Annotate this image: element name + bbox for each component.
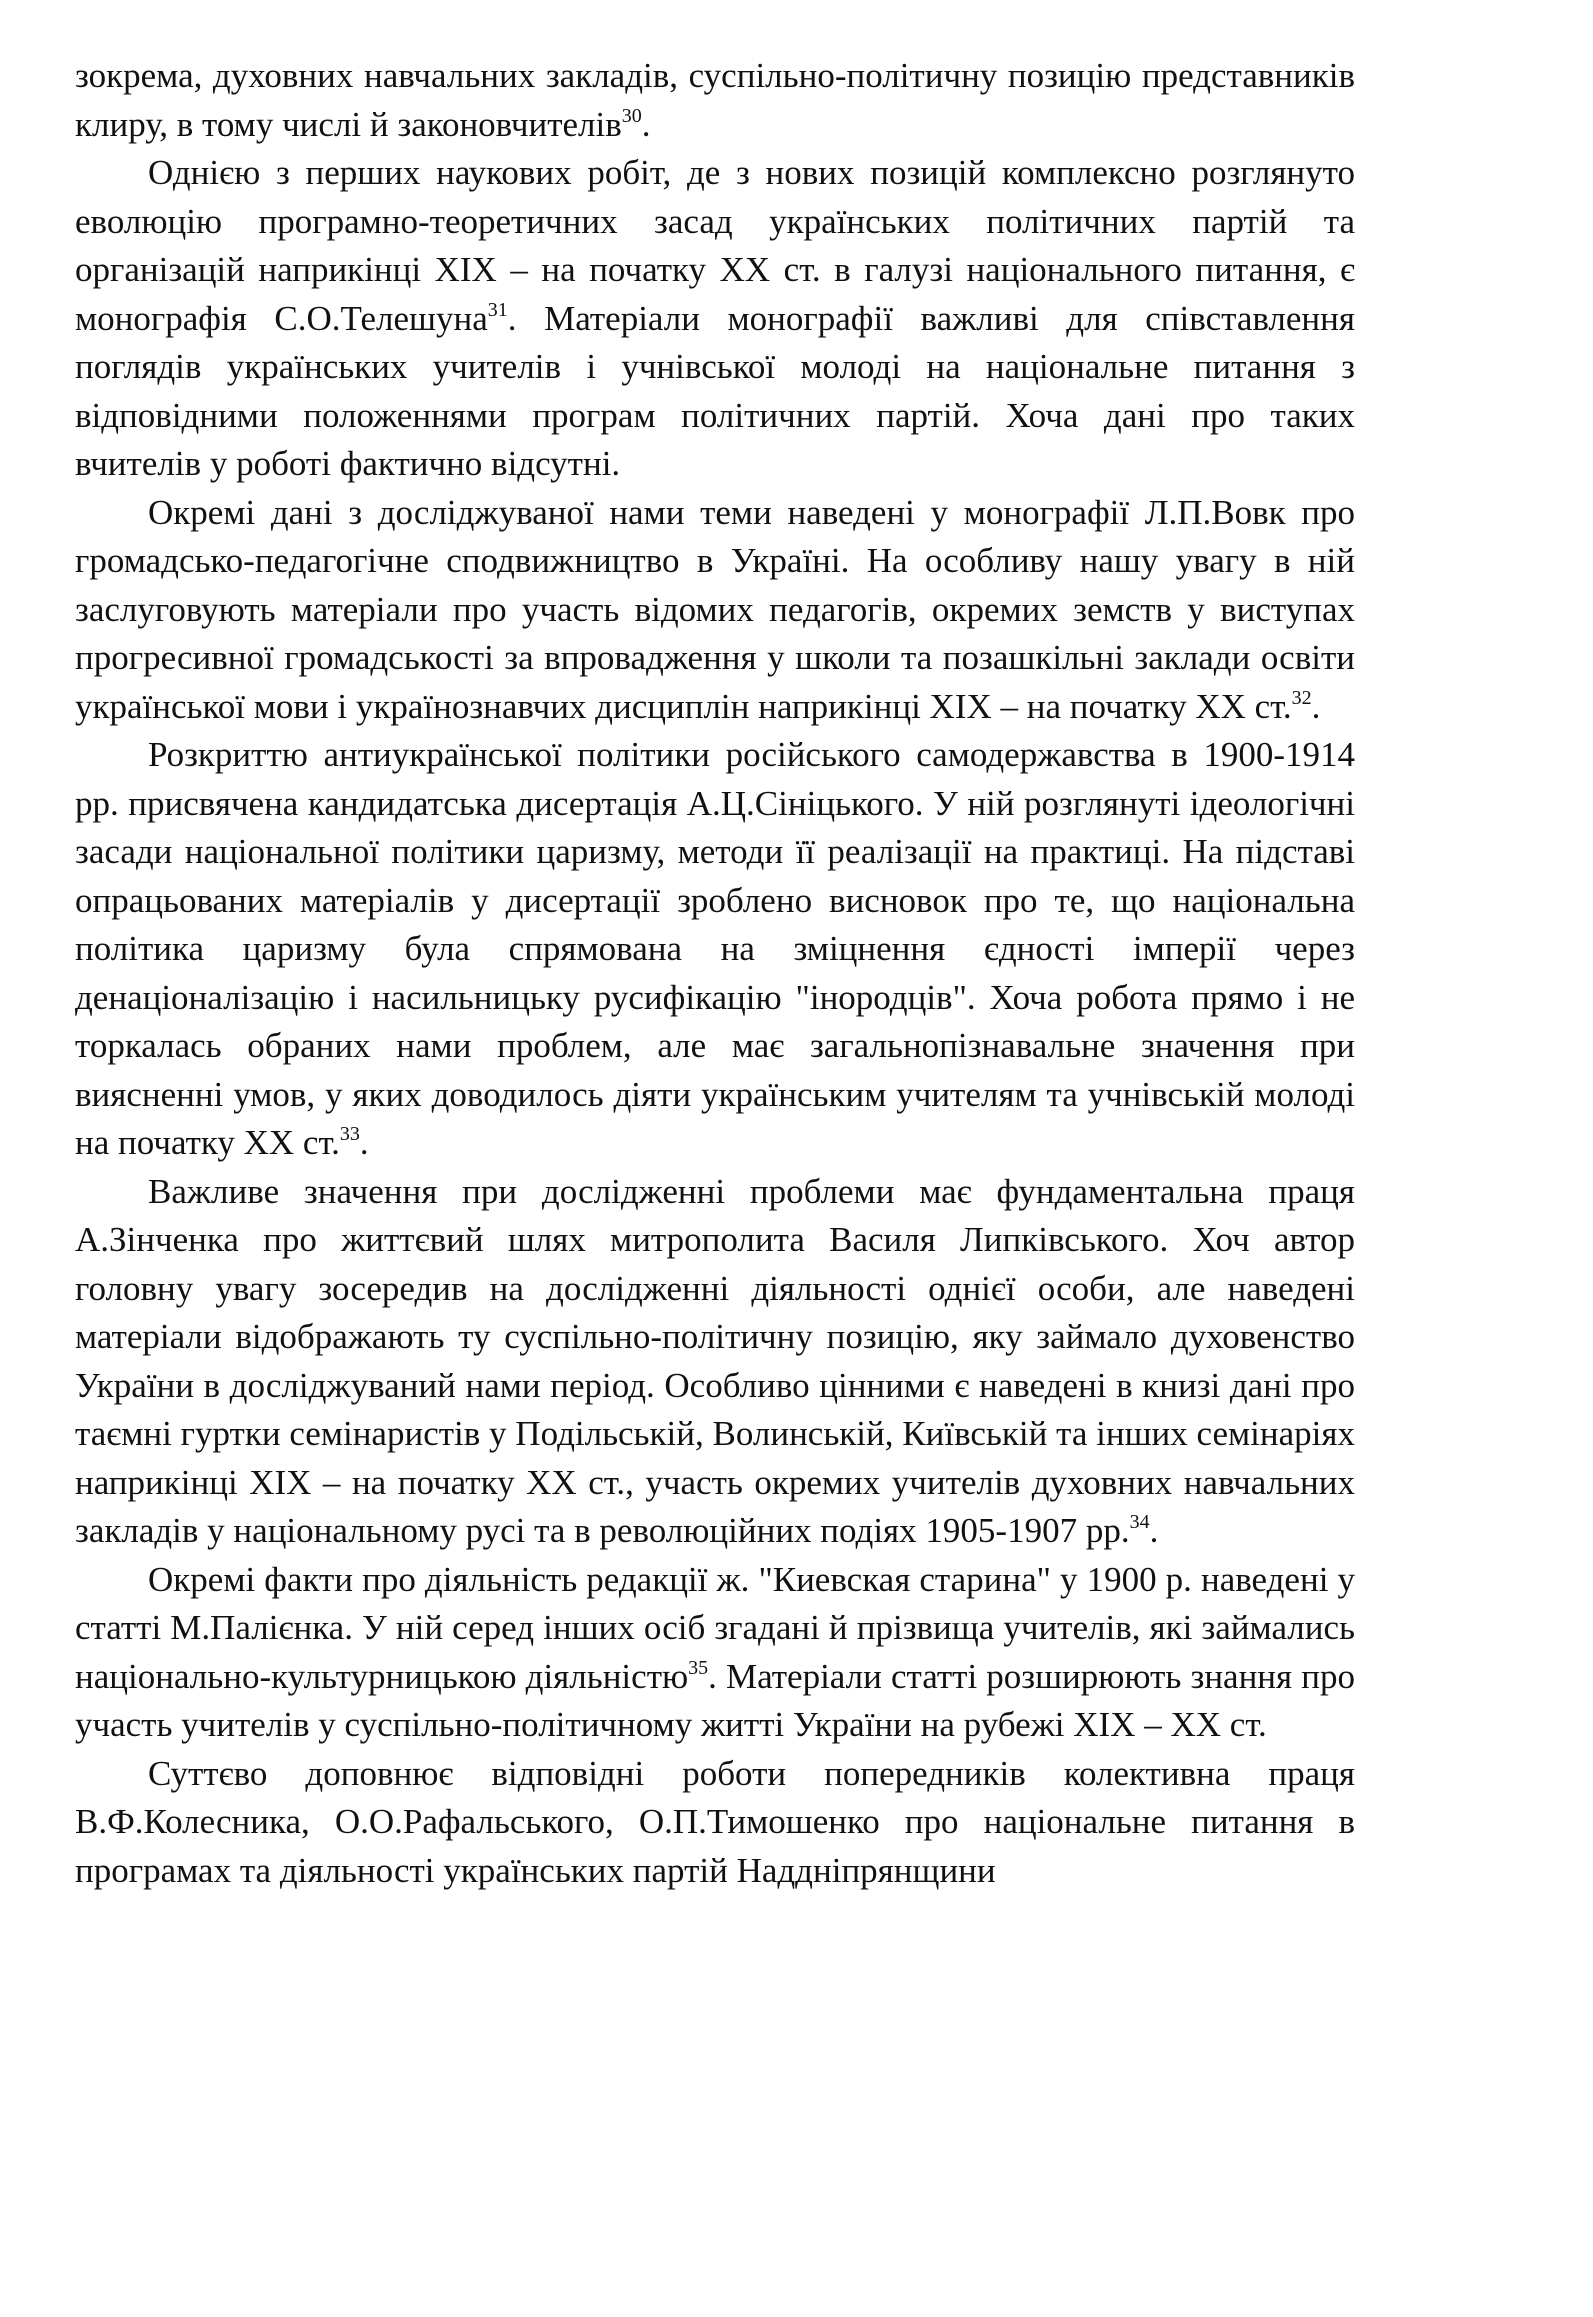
paragraph-tail: . bbox=[359, 1123, 369, 1162]
paragraph-text: Окремі дані з досліджуваної нами теми наведені у монографії Л.П.Вовк про громадсько-педагогічне сподвижництво в Україні. На особливу нашу увагу в ній заслуговують матеріали про участь відомих педагогів, окремих земств у виступах прогресивної громадськості за впровадження у школи та позашкільні заклади освіти української мови і українознавчих дисциплін наприкінці XIX – на початку XX ст. bbox=[75, 492, 1355, 726]
paragraph bbox=[75, 1556, 1355, 1750]
paragraph bbox=[75, 731, 1355, 1168]
paragraph-tail: . Матеріали монографії важливі для співставлення поглядів українських учителів і учнівської молоді на національне питання з відповідними положеннями програм політичних партій. Хоча дані про таких вчителів у роботі фактично відсутні. bbox=[75, 298, 1355, 483]
paragraph-text: Важливе значення при дослідженні проблеми має фундаментальна праця А.Зінченка про життєвий шлях митрополита Василя Липківського. Хоч автор головну увагу зосередив на дослідженні діяльності однієї особи, але наведені матеріали відображають ту суспільно-політичну позицію, яку займало духовенство України в досліджуваний нами період. Особливо цінними є наведені в книзі дані про таємні гуртки семінаристів у Подільській, Волинській, Київській та інших семінаріях наприкінці XIX – на початку XX ст., участь окремих учителів духовних навчальних закладів у національному русі та в революційних подіях 1905-1907 рр. bbox=[75, 1171, 1355, 1550]
paragraph-tail: . Матеріали статті розширюють знання про участь учителів у суспільно-політичному житті України на рубежі XIX – XX ст. bbox=[75, 1656, 1355, 1744]
paragraph-tail: . bbox=[641, 104, 651, 144]
footnote-ref: 31 bbox=[487, 298, 508, 321]
paragraph-text: зокрема, духовних навчальних закладів, суспільно-політичну позицію представників клиру, в тому числі й законовчителів bbox=[75, 56, 1355, 144]
paragraph-text: Розкриттю антиукраїнської політики російського самодержавства в 1900-1914 рр. присвячена кандидатська дисертація А.Ц.Сініцького. У ній розглянуті ідеологічні засади національної політики царизму, методи її реалізації на практиці. На підставі опрацьованих матеріалів у дисертації зроблено висновок про те, що національна політика царизму була спрямована на зміцнення єдності імперії через денаціоналізацію і насильницьку русифікацію "інородців". Хоча робота прямо і не торкалась обраних нами проблем, але має загальнопізнавальне значення при виясненні умов, у яких доводилось діяти українським учителям та учнівській молоді на початку XX ст. bbox=[75, 735, 1355, 1162]
paragraph-tail: . bbox=[1149, 1511, 1159, 1550]
paragraph bbox=[75, 1750, 1355, 1896]
footnote-ref: 30 bbox=[621, 104, 642, 127]
body-text bbox=[75, 52, 1355, 1895]
paragraph-text: Суттєво доповнює відповідні роботи попередників колективна праця В.Ф.Колесника, О.О.Рафальського, О.П.Тимошенко про національне питання в програмах та діяльності українських партій Наддніпрянщини bbox=[75, 1753, 1355, 1890]
paragraph bbox=[75, 1168, 1355, 1556]
paragraph-text: Окремі факти про діяльність редакції ж. "Киевская старина" у 1900 р. наведені у статті М.Палієнка. У ній серед інших осіб згадані й прізвища учителів, які займались національно-культурницькою діяльністю bbox=[75, 1559, 1355, 1696]
footnote-ref: 35 bbox=[688, 1656, 709, 1679]
paragraph-continuation bbox=[75, 52, 1355, 149]
footnote-ref: 34 bbox=[1129, 1511, 1150, 1533]
paragraph-tail: . bbox=[1311, 686, 1321, 726]
paragraph bbox=[75, 149, 1355, 489]
paragraph bbox=[75, 489, 1355, 732]
footnote-ref: 33 bbox=[339, 1123, 360, 1145]
paragraph-text: Однією з перших наукових робіт, де з нових позицій комплексно розглянуто еволюцію програмно-теоретичних засад українських політичних партій та організацій наприкінці XIX – на початку XX ст. в галузі національного питання, є монографія С.О.Телешуна bbox=[75, 153, 1355, 338]
footnote-ref: 32 bbox=[1291, 686, 1312, 709]
